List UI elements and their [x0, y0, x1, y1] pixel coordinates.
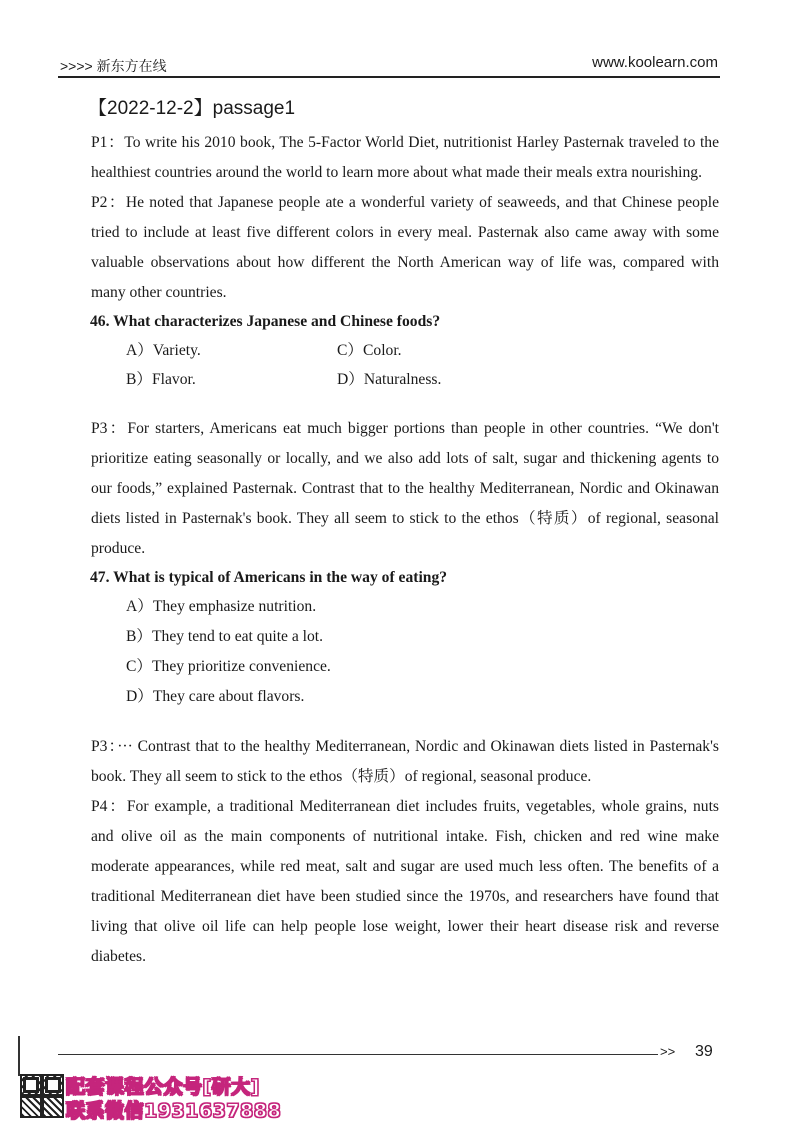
option-47-d: D）They care about flavors. [126, 688, 305, 705]
qr-code-icon [20, 1074, 64, 1118]
question-47-options [126, 592, 719, 712]
option-47-c: C）They prioritize convenience. [126, 658, 331, 675]
paragraph-p4: P4：For example, a traditional Mediterranean diet includes fruits, vegetables, whole grains, nuts and olive oil as the main components of nutritional intake. Fish, chicken and red wine make moderate appearances, while red meat, salt and sugar are used much less often. The benefits of a traditional Mediterranean diet have been studied since the 1970s, and researchers have found that living that olive oil life can help people lose weight, lower their heart disease risk and reverse diabetes. [91, 798, 719, 965]
website-link[interactable]: www.koolearn.com [592, 54, 718, 71]
promo-text-line1: 配套课程公众号[研大] [66, 1076, 260, 1098]
paragraph-p2: P2：He noted that Japanese people ate a wonderful variety of seaweeds, and that Chinese people tried to include at least five different colors in every meal. Pasternak also came away with some valuable observations about how different the North American way of life was, compared with many other countries. [91, 194, 719, 301]
question-46-options [126, 336, 719, 394]
spacer [91, 394, 719, 414]
option-46-d: D）Naturalness. [337, 371, 442, 388]
option-46-a: A）Variety. [126, 342, 201, 359]
promo-text-line2: 联系微信1931637888 [66, 1100, 282, 1122]
paragraph-p3: P3：For starters, Americans eat much bigger portions than people in other countries. “We don't prioritize eating seasonally or locally, and we also add lots of salt, sugar and thickening agents to our foods,” explained Pasternak. Contrast that to the healthy Mediterranean, Nordic and Okinawan diets listed in Pasternak's book. They all seem to stick to the ethos（特质）of regional, seasonal produce. [91, 420, 719, 557]
footer-rule [58, 1054, 658, 1055]
option-47-a: A）They emphasize nutrition. [126, 598, 317, 615]
question-47: 47. What is typical of Americans in the way of eating? [90, 569, 448, 586]
paragraph-p1: P1：To write his 2010 book, The 5-Factor World Diet, nutritionist Harley Pasternak traveled to the healthiest countries around the world to learn more about what made their meals extra nourishing. [91, 134, 719, 181]
option-46-b: B）Flavor. [126, 371, 196, 388]
page-header [58, 50, 720, 78]
footer-arrow: >> [660, 1044, 676, 1059]
passage-title: 【2022-12-2】passage1 [88, 98, 296, 119]
option-47-b: B）They tend to eat quite a lot. [126, 628, 324, 645]
footer-vertical-rule [18, 1036, 20, 1076]
option-46-c: C）Color. [337, 342, 402, 359]
paragraph-p3-excerpt: P3：··· Contrast that to the healthy Mediterranean, Nordic and Okinawan diets listed in Pasternak's book. They all seem to stick to the ethos（特质）of regional, seasonal produce. [91, 738, 719, 785]
page-number: 39 [695, 1043, 713, 1060]
document-body [88, 96, 719, 972]
publisher-label: >>>> 新东方在线 [60, 58, 167, 74]
question-46: 46. What characterizes Japanese and Chinese foods? [90, 313, 441, 330]
spacer [91, 712, 719, 732]
